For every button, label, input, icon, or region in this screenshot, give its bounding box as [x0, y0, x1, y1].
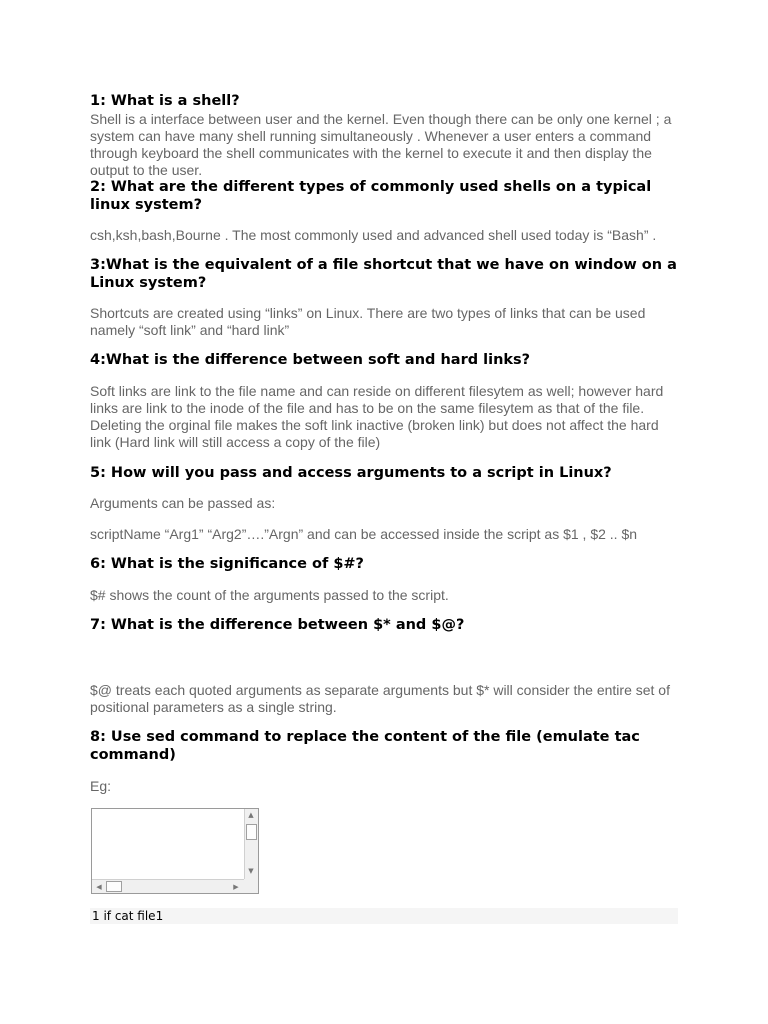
arrow-right-icon[interactable]: ▶: [233, 883, 239, 891]
question-7-answer: $@ treats each quoted arguments as separate arguments but $* will consider the entire set of positional parameters as a single string.: [90, 682, 670, 715]
vertical-scroll-thumb[interactable]: [246, 824, 257, 840]
horizontal-scrollbar[interactable]: [92, 879, 244, 893]
scrollbar-corner: [244, 879, 258, 893]
question-4-answer: Soft links are link to the file name and can reside on different filesytem as well; however hard links are link to the inode of the file and has to be on the same filesytem as that of the file. Deleting the orginal file makes the soft link inactive (broken link) but does not affect the hard link (Hard link will still access a copy of the file): [90, 383, 664, 450]
vertical-scrollbar[interactable]: [244, 809, 258, 879]
question-7-title: 7: What is the difference between $* and $@?: [90, 617, 465, 633]
question-4-title: 4:What is the difference between soft and hard links?: [90, 352, 531, 368]
code-scroll-box[interactable]: [91, 808, 259, 894]
horizontal-scroll-thumb[interactable]: [106, 881, 122, 892]
question-2-title: 2: What are the different types of commonly used shells on a typical linux system?: [90, 179, 652, 213]
arrow-left-icon[interactable]: ◀: [96, 883, 102, 891]
question-3-answer: Shortcuts are created using “links” on Linux. There are two types of links that can be used namely “soft link” and “hard link”: [90, 305, 646, 338]
question-5-title: 5: How will you pass and access arguments to a script in Linux?: [90, 465, 612, 481]
question-8-answer: Eg:: [90, 778, 112, 794]
code-line: 1 if cat file1: [90, 908, 678, 924]
question-5-answer: Arguments can be passed as:: [90, 495, 276, 511]
question-5-answer-example: scriptName “Arg1” “Arg2”….”Argn” and can be accessed inside the script as $1 , $2 .. $n: [90, 526, 638, 542]
question-1-answer: Shell is a interface between user and the kernel. Even though there can be only one kernel ; a system can have many shell running simultaneously . Whenever a user enters a command through keyboard the shell communicates with the kernel to execute it and then display the output to the user.: [90, 111, 672, 178]
arrow-down-icon[interactable]: ▼: [248, 867, 254, 875]
question-2-answer: csh,ksh,bash,Bourne . The most commonly used and advanced shell used today is “Bash” .: [90, 227, 657, 243]
question-8-title: 8: Use sed command to replace the content of the file (emulate tac command): [90, 729, 640, 763]
arrow-up-icon[interactable]: ▲: [248, 811, 254, 819]
question-3-title: 3:What is the equivalent of a file shortcut that we have on window on a Linux system?: [90, 257, 677, 291]
question-1-title: 1: What is a shell?: [90, 93, 240, 109]
question-6-title: 6: What is the significance of $#?: [90, 556, 364, 572]
question-6-answer: $# shows the count of the arguments passed to the script.: [90, 587, 449, 603]
